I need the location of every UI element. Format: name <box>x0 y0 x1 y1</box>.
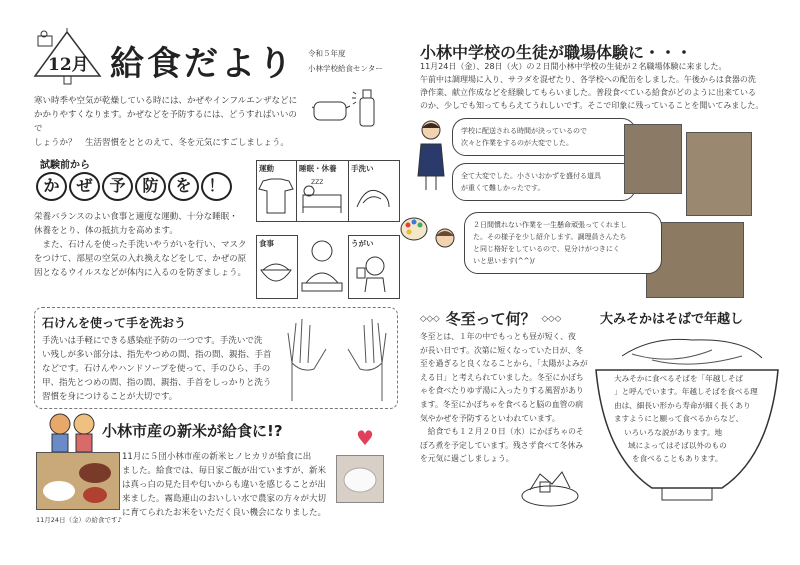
toji-line: ぼろ煮を予定しています。残さず食べて冬休み <box>420 440 584 450</box>
bubble-line: 学校に配送される時間が決っているので <box>461 127 587 135</box>
toji-decor-right: ◇◇◇ <box>541 313 562 324</box>
toji-decor-left: ◇◇◇ <box>420 313 440 324</box>
shirt-icon <box>257 177 295 217</box>
handwash-line: 甲、指先とつめの間、指の間、親指、手首をしっかりと洗う <box>42 378 272 388</box>
workexp-line: 浄作業、献立作成などを経験してもらいました。普段食べている給食がどのように出来ている <box>420 88 756 97</box>
toji-line: が長い日です。次第に短くなっていた日が、冬 <box>420 345 584 355</box>
cell-label: 運動 <box>259 164 274 173</box>
newsletter-title: 給食だより <box>110 44 295 84</box>
soba-line: 」と呼んでいます。年越しそばを食べる理 <box>614 387 758 397</box>
workexp-title: 小林中学校の生徒が職場体験に・・・ <box>420 43 693 62</box>
rice-photo <box>336 455 384 503</box>
soba-line: を食べることもあります。 <box>632 454 723 464</box>
photo-caption: 11月24日（金）の給食です♪ <box>36 516 122 524</box>
workexp-line: のか、少しでも知ってもらえてうれしいです。そこで印象に残っていることを聞いてみました。 <box>420 101 764 110</box>
title-char: ！ <box>201 172 232 201</box>
toji-line: える日」と考えられていました。冬至にかぼち <box>420 372 584 382</box>
gargle-icon <box>349 252 397 294</box>
cold-line: 栄養バランスのよい食事と適度な運動、十分な睡眠・ <box>34 212 238 222</box>
intro-line: 寒い時季や空気が乾燥している時には、かぜやインフルエンザなどに <box>34 96 298 106</box>
rice-bowl-icon <box>257 252 295 292</box>
cell-label: うがい <box>351 239 374 248</box>
handwash-line: 手洗いは手軽にできる感染症予防の一つです。手洗いで洗 <box>42 336 263 346</box>
soba-title: 大みそかはそばで年越し <box>600 312 744 327</box>
intro-line: かかりやすくなります。かぜなどを予防するには、どうすればいいので <box>34 110 297 134</box>
palette-icon <box>400 216 428 242</box>
soba-line: 大みそかに食べるそばを「年越しそば <box>614 374 744 383</box>
handwash-line: などです。石けんやハンドソープを使って、手のひら、手の <box>42 364 271 374</box>
fiscal-year: 令和５年度 <box>308 49 346 58</box>
zzz-label: ZZZ <box>311 179 324 186</box>
toji-line: 給食でも１２月２０日（水）にかぼちゃのそ <box>420 427 584 437</box>
publisher: 小林学校給食センター <box>308 64 383 73</box>
cold-title <box>36 172 232 201</box>
teacher-figure <box>432 226 458 256</box>
soba-line: 域によってはそば以外のもの <box>628 441 727 451</box>
cold-body <box>34 210 254 280</box>
bubble-line: 全て大変でした。小さいおかずを盛付る道具 <box>461 172 601 180</box>
rice-line: ました。給食では、毎日家ご飯が出ていますが、新米 <box>122 466 327 476</box>
hands-diagram <box>282 313 392 403</box>
title-char: 予 <box>102 172 133 201</box>
intro-line: しょうか？ 生活習慣をととのえて、冬を元気にすごしましょう。 <box>34 138 289 148</box>
bubble-line: いと思います(^^)/ <box>473 257 535 265</box>
handwash-line: い残しが多い部分は、指先やつめの間、指の間、親指、手首 <box>42 350 272 360</box>
cold-line: また、石けんを使った手洗いやうがいを行い、マスク <box>34 240 247 250</box>
rice-title: 小林市産の新米が給食に!? <box>102 422 283 440</box>
handwash-title: 石けんを使って手を洗おう <box>42 316 187 330</box>
handwash-line: 習慣を身につけることが大切です。 <box>42 392 178 402</box>
soba-line: いろいろな説があります。地 <box>624 427 723 437</box>
month-label: 12月 <box>48 55 89 75</box>
title-char: か <box>36 172 67 201</box>
cell-meal <box>256 235 298 299</box>
student-icon <box>296 235 348 297</box>
bubble-line: が重くて難しかったです。 <box>461 184 545 192</box>
cold-line: 因となるウイルスなどが体内に入るのを防ぎましょう。 <box>34 268 246 278</box>
pumpkin-dish-illustration <box>520 460 580 510</box>
rice-body <box>122 450 332 520</box>
lunch-photo <box>36 452 120 510</box>
rice-line: 11月に５団小林市産の新米ヒノヒカリが給食に出 <box>122 452 312 462</box>
mask-spray-illustration <box>312 88 382 132</box>
workexp-line: 11月24日（金）、28日（火）の２日間小林中学校の生徒が２名職場体験に来ました。 <box>420 62 727 71</box>
bubble-line: た。その様子を少し紹介します。調理員さんたち <box>473 233 627 241</box>
bubble-2 <box>452 163 636 201</box>
toji-line: ゃを食べたりゆず湯に入ったりする風習があり <box>420 386 584 396</box>
cell-student-studying <box>296 235 348 297</box>
kids-illustration <box>44 410 100 454</box>
workexp-line: 午前中は調理場に入り、サラダを混ぜたり、各学校への配缶をしました。午後からは食器の洗 <box>420 75 756 84</box>
cell-label: 睡眠・休養 <box>299 164 337 173</box>
cell-label: 手洗い <box>351 164 374 173</box>
bubble-line: と同じ格好をしているので、見分けがつきにく <box>473 245 620 253</box>
toji-line: を元気に過ごしましょう。 <box>420 454 514 464</box>
cold-pre-title: 試験前から <box>40 160 90 171</box>
intro-text <box>34 94 304 150</box>
cold-line: をつけて、部屋の空気の入れ換えなどをして、かぜの原 <box>34 254 247 264</box>
soba-body <box>614 372 764 466</box>
cell-gargle <box>348 235 400 299</box>
title-char: 防 <box>135 172 166 201</box>
title-char: を <box>168 172 199 201</box>
cell-exercise <box>256 160 298 222</box>
kitchen-photo-2 <box>686 132 752 216</box>
toji-line: 気やかぜを予防するといわれています。 <box>420 413 560 423</box>
soba-line: ますようにと願って食べるからなど、 <box>614 414 744 424</box>
soba-line: 由は、細長い形から寿命が細く長くあり <box>614 400 751 410</box>
bubble-line: ２日間慣れない作業を一生懸命頑張ってくれまし <box>473 221 627 229</box>
cell-label: 食事 <box>259 239 274 248</box>
cell-sleep <box>296 160 350 222</box>
kitchen-photo-1 <box>624 124 682 194</box>
handwash-body <box>42 334 282 404</box>
bubble-1 <box>452 118 636 156</box>
month-logo <box>30 28 105 88</box>
workexp-body <box>420 60 770 112</box>
toji-line: 冬至とは、１年の中でもっとも昼が短く、夜 <box>420 332 576 341</box>
rice-line: は真っ白の見た目や匂いからも違いを感じることが出 <box>122 480 327 490</box>
title-char: ぜ <box>69 172 100 201</box>
toji-line: 至を過ぎると良くなることから、「太陽がよみが <box>420 359 588 369</box>
toji-line: ます。冬至にかぼちゃを食べると脳の血管の病 <box>420 399 584 409</box>
toji-title: 冬至って何？ <box>445 310 536 328</box>
rice-line: に育てられたお米をいただく良い機会になりました。 <box>122 508 327 518</box>
bubble-3 <box>464 212 662 274</box>
rice-line: 来ました。霧島連山のおいしい水で農家の方々が大切 <box>122 494 327 504</box>
toji-heading <box>420 308 561 329</box>
toji-body <box>420 330 590 466</box>
cold-line: 休養をとり、体の抵抗力を高めます。 <box>34 226 178 236</box>
hands-icon <box>349 177 397 217</box>
bubble-line: 次々と作業をするのが大変でした。 <box>461 139 573 147</box>
cell-handwash <box>348 160 400 222</box>
heart-icon: ♥ <box>356 426 374 450</box>
student-figure <box>416 118 446 192</box>
